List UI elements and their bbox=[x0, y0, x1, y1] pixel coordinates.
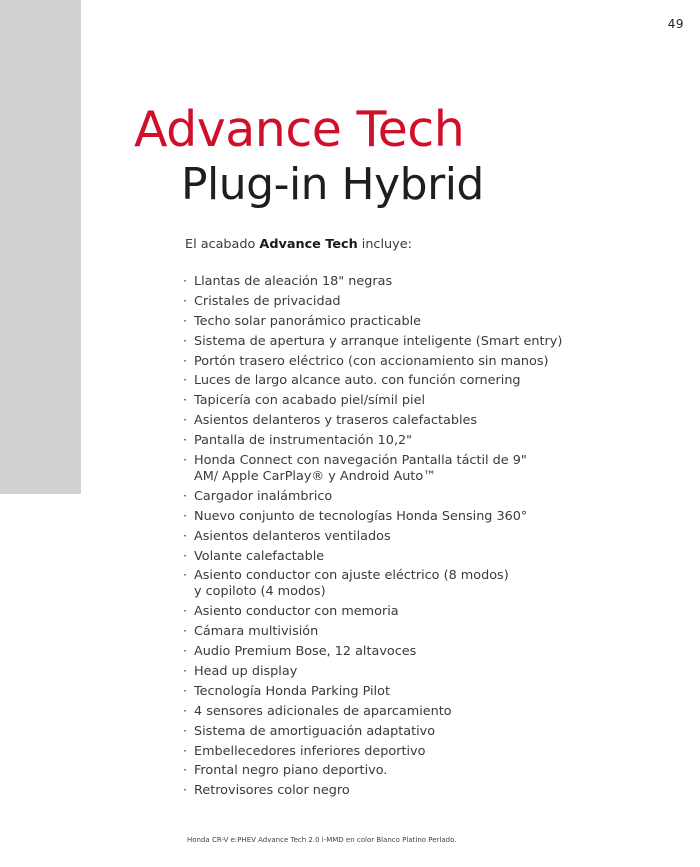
bullet-icon: · bbox=[183, 413, 188, 429]
bullet-icon: · bbox=[183, 393, 188, 409]
bullet-icon: · bbox=[183, 703, 188, 719]
bullet-icon: · bbox=[183, 433, 188, 449]
feature-item bbox=[183, 568, 603, 600]
side-decorative-bar bbox=[0, 0, 81, 494]
feature-item bbox=[183, 549, 603, 565]
feature-item bbox=[183, 373, 603, 389]
feature-text: Techo solar panorámico practicable bbox=[194, 313, 422, 329]
feature-text: Audio Premium Bose, 12 altavoces bbox=[194, 644, 417, 660]
bullet-icon: · bbox=[183, 453, 188, 469]
feature-item bbox=[183, 393, 603, 409]
feature-item bbox=[183, 354, 603, 370]
feature-text: 4 sensores adicionales de aparcamiento bbox=[194, 703, 452, 719]
feature-text: Asiento conductor con memoria bbox=[194, 604, 399, 620]
feature-item bbox=[183, 294, 603, 310]
feature-text: Luces de largo alcance auto. con función cornering bbox=[194, 373, 521, 389]
bullet-icon: · bbox=[183, 568, 188, 584]
feature-text: Volante calefactable bbox=[194, 548, 325, 564]
feature-item bbox=[183, 334, 603, 350]
feature-text: Tapicería con acabado piel/símil piel bbox=[194, 393, 425, 409]
bullet-icon: · bbox=[183, 293, 188, 309]
feature-list bbox=[183, 274, 603, 803]
bullet-icon: · bbox=[183, 723, 188, 739]
bullet-icon: · bbox=[183, 763, 188, 779]
feature-item bbox=[183, 684, 603, 700]
feature-item bbox=[183, 433, 603, 449]
feature-item bbox=[183, 644, 603, 660]
feature-item bbox=[183, 763, 603, 779]
bullet-icon: · bbox=[183, 274, 188, 289]
feature-item bbox=[183, 624, 603, 640]
feature-item bbox=[183, 783, 603, 799]
feature-text: Cristales de privacidad bbox=[194, 293, 341, 309]
intro-suffix: incluye: bbox=[357, 237, 412, 252]
feature-text: Sistema de apertura y arranque inteligente (Smart entry) bbox=[194, 333, 563, 349]
bullet-icon: · bbox=[183, 644, 188, 660]
bullet-icon: · bbox=[183, 624, 188, 640]
feature-item bbox=[183, 314, 603, 330]
feature-text: Retrovisores color negro bbox=[194, 783, 350, 799]
feature-text: Cargador inalámbrico bbox=[194, 488, 333, 504]
feature-text: Asiento conductor con ajuste eléctrico (8 modos) y copiloto (4 modos) bbox=[194, 568, 509, 600]
bullet-icon: · bbox=[183, 313, 188, 329]
feature-text: Honda Connect con navegación Pantalla táctil de 9" AM/ Apple CarPlay® y Android Auto™ bbox=[194, 453, 527, 485]
feature-item bbox=[183, 724, 603, 740]
feature-item bbox=[183, 453, 603, 485]
bullet-icon: · bbox=[183, 373, 188, 389]
bullet-icon: · bbox=[183, 548, 188, 564]
bullet-icon: · bbox=[183, 353, 188, 369]
feature-item bbox=[183, 489, 603, 505]
page-number: 49 bbox=[667, 17, 684, 31]
bullet-icon: · bbox=[183, 333, 188, 349]
feature-text: Pantalla de instrumentación 10,2" bbox=[194, 433, 413, 449]
feature-item bbox=[183, 704, 603, 720]
bullet-icon: · bbox=[183, 683, 188, 699]
intro-text bbox=[185, 236, 412, 254]
bullet-icon: · bbox=[183, 743, 188, 759]
title-advance-tech: Advance Tech bbox=[134, 101, 465, 158]
title-plug-in-hybrid: Plug-in Hybrid bbox=[181, 159, 484, 210]
bullet-icon: · bbox=[183, 604, 188, 620]
feature-text: Sistema de amortiguación adaptativo bbox=[194, 723, 436, 739]
feature-text: Frontal negro piano deportivo. bbox=[194, 763, 388, 779]
photo-caption: Honda CR-V e:PHEV Advance Tech 2.0 i-MMD en color Blanco Platino Perlado. bbox=[187, 836, 457, 844]
feature-text: Asientos delanteros ventilados bbox=[194, 528, 391, 544]
feature-text: Cámara multivisión bbox=[194, 624, 319, 640]
feature-item bbox=[183, 604, 603, 620]
feature-text: Llantas de aleación 18" negras bbox=[194, 274, 393, 289]
feature-item bbox=[183, 274, 603, 290]
feature-text: Asientos delanteros y traseros calefactables bbox=[194, 413, 478, 429]
feature-text: Nuevo conjunto de tecnologías Honda Sensing 360° bbox=[194, 508, 528, 524]
bullet-icon: · bbox=[183, 783, 188, 799]
bullet-icon: · bbox=[183, 528, 188, 544]
bullet-icon: · bbox=[183, 664, 188, 680]
intro-prefix: El acabado bbox=[185, 237, 260, 252]
feature-text: Tecnología Honda Parking Pilot bbox=[194, 683, 390, 699]
feature-text: Portón trasero eléctrico (con accionamiento sin manos) bbox=[194, 353, 549, 369]
feature-text: Embellecedores inferiores deportivo bbox=[194, 743, 426, 759]
feature-item bbox=[183, 413, 603, 429]
feature-item bbox=[183, 529, 603, 545]
bullet-icon: · bbox=[183, 508, 188, 524]
feature-item bbox=[183, 509, 603, 525]
feature-text: Head up display bbox=[194, 664, 298, 680]
bullet-icon: · bbox=[183, 488, 188, 504]
intro-bold: Advance Tech bbox=[259, 237, 358, 252]
feature-item bbox=[183, 744, 603, 760]
feature-item bbox=[183, 664, 603, 680]
